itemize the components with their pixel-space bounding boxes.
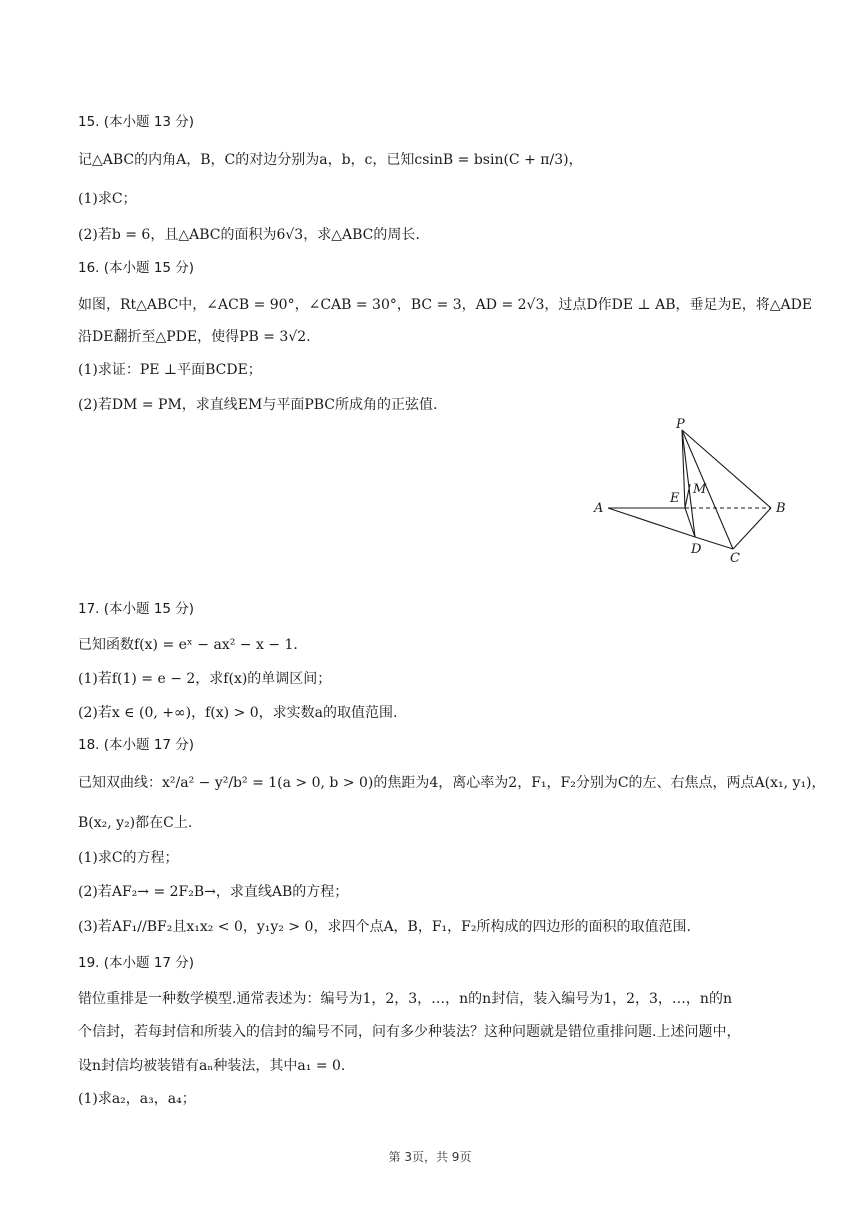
label-b: B — [776, 501, 786, 516]
question-15-part-2: (2)若b = 6，且△ABC的面积为6√3，求△ABC的周长. — [78, 227, 420, 243]
question-15-header: 15. (本小题 13 分) — [78, 114, 195, 130]
question-15-part-1: (1)求C； — [78, 191, 137, 207]
label-c: C — [730, 551, 740, 566]
question-16-part-2: (2)若DM = PM，求直线EM与平面PBC所成角的正弦值. — [78, 397, 438, 413]
question-17-header: 17. (本小题 15 分) — [78, 601, 195, 617]
label-d: D — [691, 542, 702, 557]
question-16-part-1: (1)求证：PE ⊥平面BCDE； — [78, 362, 262, 378]
label-m: M — [693, 482, 707, 497]
question-16-statement: 如图，Rt△ABC中，∠ACB = 90°，∠CAB = 30°，BC = 3，AD = 2√3，过点D作DE ⊥ AB，垂足为E，将△ADE — [78, 297, 813, 313]
question-19-header: 19. (本小题 17 分) — [78, 955, 195, 971]
question-19-part-1: (1)求a₂，a₃，a₄； — [78, 1091, 196, 1107]
question-19-statement-cont-2: 设n封信均被装错有aₙ种装法，其中a₁ = 0. — [78, 1058, 346, 1074]
question-19-statement: 错位重排是一种数学模型.通常表述为：编号为1，2，3，…，n的n封信，装入编号为1，2，3，…，n的n — [78, 991, 732, 1007]
edge-cb — [733, 508, 771, 549]
question-18-statement-cont: B(x₂, y₂)都在C上. — [78, 815, 193, 831]
edge-ad — [608, 508, 695, 537]
edge-em — [685, 484, 690, 508]
question-16-header: 16. (本小题 15 分) — [78, 260, 195, 276]
question-18-part-1: (1)求C的方程； — [78, 850, 179, 866]
question-17-part-2: (2)若x ∈ (0, +∞)，f(x) > 0，求实数a的取值范围. — [78, 705, 398, 721]
geometry-figure — [590, 414, 790, 572]
label-p: P — [676, 417, 685, 432]
question-18-part-3: (3)若AF₁//BF₂且x₁x₂ < 0，y₁y₂ > 0，求四个点A，B，F₁，F₂所构成的四边形的面积的取值范围. — [78, 919, 691, 935]
question-17-part-1: (1)若f(1) = e − 2，求f(x)的单调区间； — [78, 671, 332, 687]
question-18-statement: 已知双曲线：x²/a² − y²/b² = 1(a > 0, b > 0)的焦距为4，离心率为2，F₁，F₂分别为C的左、右焦点，两点A(x₁, y₁)， — [78, 775, 826, 791]
question-16-statement-cont: 沿DE翻折至△PDE，使得PB = 3√2. — [78, 329, 311, 345]
label-e: E — [670, 491, 680, 506]
question-18-header: 18. (本小题 17 分) — [78, 737, 195, 753]
question-18-part-2: (2)若AF₂→ = 2F₂B→，求直线AB的方程； — [78, 884, 349, 900]
question-17-statement: 已知函数f(x) = eˣ − ax² − x − 1. — [78, 637, 298, 653]
question-19-statement-cont: 个信封，若每封信和所装入的信封的编号不同，问有多少种装法？这种问题就是错位重排问题.上述问题中， — [78, 1024, 741, 1040]
label-a: A — [594, 501, 604, 516]
page-footer: 第 3页，共 9页 — [388, 1150, 472, 1164]
question-15-statement: 记△ABC的内角A，B，C的对边分别为a，b，c，已知csinB = bsin(C + π/3)， — [78, 152, 583, 168]
